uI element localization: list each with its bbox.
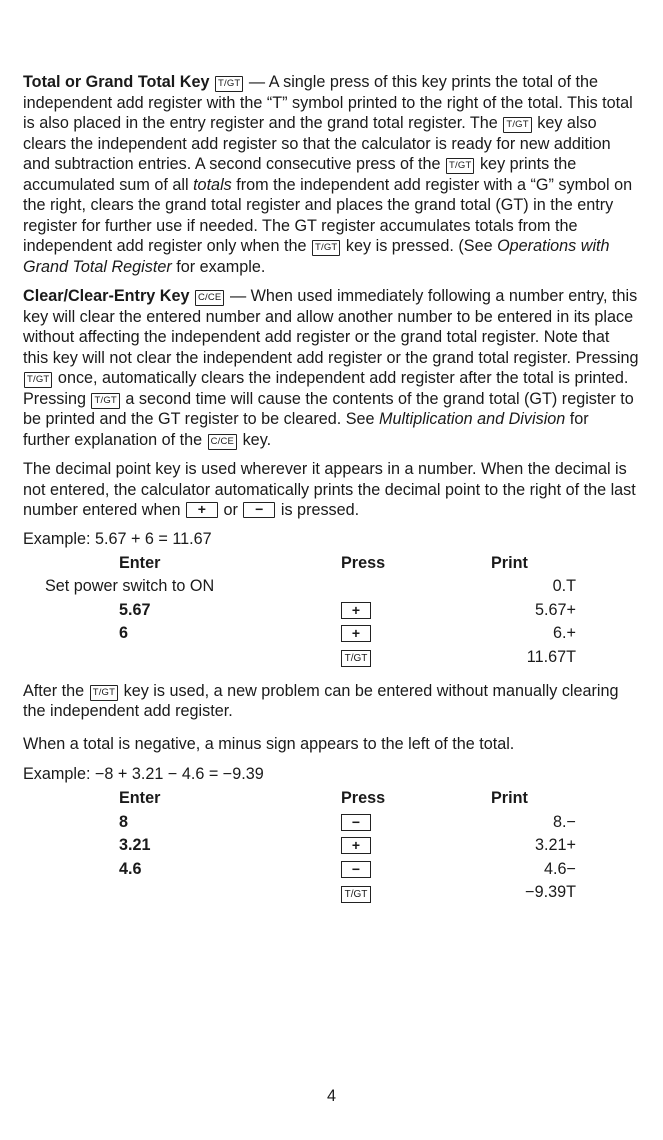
print-cell: 8.−	[553, 812, 576, 831]
paragraph-text: The decimal point key is used wherever it appears in a number. When the decimal is not entered, the calculator automatically prints the decimal point to the right of the last number entered when	[23, 460, 636, 519]
press-header: Press	[341, 553, 386, 572]
clear-key-paragraph	[23, 286, 639, 450]
negative-total-paragraph: When a total is negative, a minus sign appears to the left of the total.	[23, 734, 515, 753]
print-header: Print	[491, 789, 528, 807]
table-row	[23, 857, 576, 881]
decimal-paragraph	[23, 459, 639, 521]
enter-header: Enter	[119, 789, 161, 807]
clear-key-icon: C/CE	[208, 434, 238, 450]
minus-key-icon: −	[341, 861, 371, 878]
press-cell	[341, 857, 491, 881]
paragraph-text: key also clears the independent add register so that the calculator is ready for new addition and subtraction entries. A second consecutive press of the	[23, 114, 611, 173]
page-number: 4	[326, 1087, 336, 1105]
paragraph-text: is pressed.	[276, 501, 360, 519]
print-header: Print	[491, 553, 528, 572]
minus-key-icon: −	[243, 502, 275, 518]
table-row	[23, 881, 576, 905]
enter-header: Enter	[119, 553, 161, 572]
enter-cell: 8	[119, 812, 129, 831]
after-total-paragraph	[23, 681, 639, 722]
print-cell: 0.T	[552, 577, 576, 595]
paragraph-text: After the	[23, 681, 89, 700]
italic-reference: Multiplication and Division	[379, 410, 566, 428]
plus-key-icon: +	[341, 837, 371, 854]
total-key-icon: T/GT	[91, 393, 119, 409]
enter-cell: 5.67	[119, 600, 151, 619]
paragraph-text: for example.	[171, 257, 266, 276]
press-cell	[341, 598, 491, 622]
paragraph-text: key.	[238, 430, 272, 449]
total-key-icon: T/GT	[90, 685, 118, 701]
total-key-icon: T/GT	[24, 372, 52, 388]
paragraph-text: key is used, a new problem can be entered without manually clearing the independent add register.	[23, 681, 619, 720]
plus-key-icon: +	[186, 502, 218, 518]
italic-text: totals	[193, 175, 232, 194]
enter-cell: 6	[119, 624, 129, 642]
paragraph-text: key prints the accumulated sum of all	[23, 155, 577, 194]
plus-key-icon: +	[341, 602, 371, 619]
paragraph-text: — A single press of this key prints the total of the independent add register with the “T” symbol printed to the right of the total. This total is also placed in the entry register and the grand total register. The	[23, 73, 633, 132]
paragraph-text: once, automatically clears the independent add register after the total is printed. Pressing	[23, 369, 629, 408]
table-row	[23, 810, 576, 834]
minus-key-icon: −	[341, 814, 371, 831]
press-cell	[341, 834, 491, 858]
example1-title: Example: 5.67 + 6 = 11.67	[23, 529, 212, 548]
paragraph-text: a second time will cause the contents of the grand total (GT) register to be printed and the GT register to be cleared. See	[23, 389, 634, 428]
total-key-heading: Total or Grand Total Key	[23, 73, 210, 91]
print-cell: 3.21+	[535, 836, 576, 854]
print-cell: 4.6−	[544, 859, 576, 878]
paragraph-text: or	[218, 501, 243, 519]
paragraph-text: key is pressed. (See	[341, 237, 498, 255]
total-key-icon: T/GT	[341, 650, 371, 667]
enter-cell: Set power switch to ON	[45, 577, 215, 595]
print-cell: 11.67T	[526, 647, 576, 666]
enter-cell: 3.21	[119, 836, 151, 854]
total-key-icon: T/GT	[446, 158, 474, 174]
paragraph-text: from the independent add register with a “G” symbol on the right, clears the grand total register and places the grand total (GT) in the entry register for further use if needed. The GT register accumulates totals from the independent add register only when the	[23, 175, 633, 255]
clear-key-heading: Clear/Clear-Entry Key	[23, 287, 190, 305]
example2-table	[23, 787, 576, 905]
print-cell: −9.39T	[525, 883, 576, 901]
total-key-icon: T/GT	[215, 76, 243, 92]
print-cell: 5.67+	[535, 600, 576, 619]
table-row	[23, 645, 576, 669]
table-header-row	[23, 551, 576, 575]
press-cell	[341, 622, 491, 646]
table-header-row	[23, 787, 576, 811]
clear-key-icon: C/CE	[195, 290, 225, 306]
table-row	[23, 598, 576, 622]
paragraph-text: for further explanation of the	[23, 410, 589, 449]
press-cell	[341, 881, 491, 905]
print-cell: 6.+	[553, 624, 576, 642]
enter-cell: 4.6	[119, 859, 142, 878]
press-cell	[341, 810, 491, 834]
total-key-icon: T/GT	[312, 240, 340, 256]
manual-page	[23, 72, 639, 916]
press-header: Press	[341, 789, 386, 807]
paragraph-text: — When used immediately following a number entry, this key will clear the entered number and allow another number to be entered in its place without affecting the independent add register or the grand total register. Note that this key will not clear the independent add register or the grand total register. Pressing	[23, 287, 639, 367]
example2-title: Example: −8 + 3.21 − 4.6 = −9.39	[23, 765, 264, 783]
total-key-icon: T/GT	[503, 117, 531, 133]
italic-reference: Operations with Grand Total Register	[23, 237, 610, 276]
press-cell	[341, 575, 491, 599]
example1-table	[23, 551, 576, 669]
total-key-paragraph	[23, 72, 639, 277]
plus-key-icon: +	[341, 625, 371, 642]
enter-cell	[23, 645, 341, 669]
total-key-icon: T/GT	[341, 886, 371, 903]
press-cell	[341, 645, 491, 669]
table-row	[23, 834, 576, 858]
enter-cell	[23, 881, 341, 905]
table-row	[23, 622, 576, 646]
table-row	[23, 575, 576, 599]
